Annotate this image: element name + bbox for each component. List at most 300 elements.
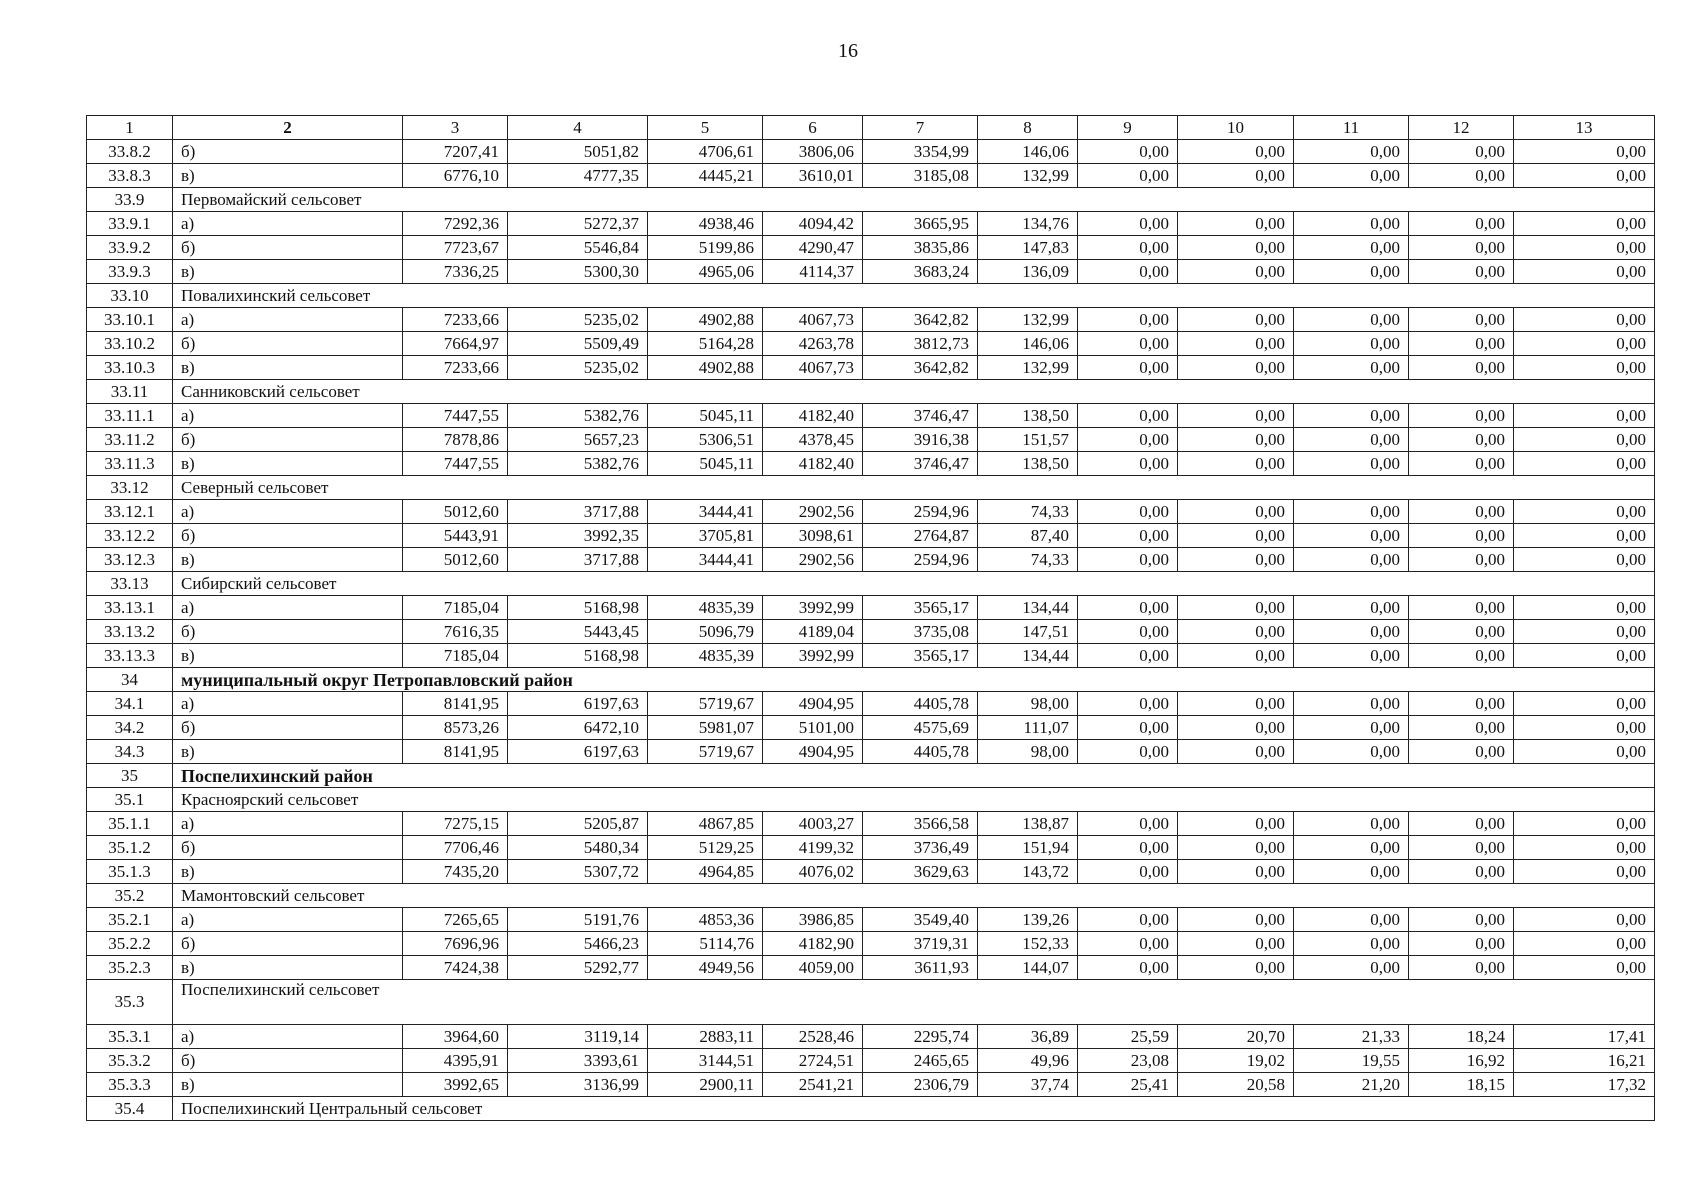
table-body: [87, 140, 1655, 1121]
value-cell-col3: 7336,25: [403, 260, 508, 284]
value-cell-col6: 2902,56: [763, 548, 863, 572]
value-cell-col6: 4904,95: [763, 740, 863, 764]
value-cell-col8: 147,51: [978, 620, 1078, 644]
value-cell-col6: 4114,37: [763, 260, 863, 284]
value-cell-col5: 5199,86: [648, 236, 763, 260]
value-cell-col13: 0,00: [1514, 140, 1655, 164]
table-row: [87, 500, 1655, 524]
row-label: а): [173, 596, 403, 620]
value-cell-col8: 132,99: [978, 356, 1078, 380]
row-code: 33.10.3: [87, 356, 173, 380]
value-cell-col4: 4777,35: [508, 164, 648, 188]
value-cell-col7: 3812,73: [863, 332, 978, 356]
row-code: 33.11.2: [87, 428, 173, 452]
value-cell-col11: 0,00: [1294, 452, 1409, 476]
value-cell-col7: 2295,74: [863, 1025, 978, 1049]
value-cell-col7: 4575,69: [863, 716, 978, 740]
table-row: [87, 836, 1655, 860]
value-cell-col11: 0,00: [1294, 956, 1409, 980]
value-cell-col9: 0,00: [1078, 956, 1178, 980]
value-cell-col6: 4003,27: [763, 812, 863, 836]
value-cell-col5: 4902,88: [648, 308, 763, 332]
column-header-6: 6: [763, 116, 863, 140]
section-title: Первомайский сельсовет: [173, 188, 1655, 212]
value-cell-col13: 0,00: [1514, 620, 1655, 644]
value-cell-col6: 3806,06: [763, 140, 863, 164]
value-cell-col8: 136,09: [978, 260, 1078, 284]
value-cell-col3: 7447,55: [403, 404, 508, 428]
row-code: 35.3: [87, 980, 173, 1025]
value-cell-col12: 0,00: [1409, 212, 1514, 236]
row-label: в): [173, 740, 403, 764]
row-label: а): [173, 1025, 403, 1049]
table-row: [87, 1073, 1655, 1097]
value-cell-col8: 138,50: [978, 404, 1078, 428]
value-cell-col3: 7292,36: [403, 212, 508, 236]
value-cell-col13: 17,32: [1514, 1073, 1655, 1097]
value-cell-col4: 5307,72: [508, 860, 648, 884]
row-label: б): [173, 428, 403, 452]
value-cell-col8: 146,06: [978, 140, 1078, 164]
table-row: [87, 812, 1655, 836]
value-cell-col5: 5306,51: [648, 428, 763, 452]
value-cell-col13: 0,00: [1514, 428, 1655, 452]
value-cell-col3: 7207,41: [403, 140, 508, 164]
value-cell-col8: 134,44: [978, 596, 1078, 620]
value-cell-col4: 3119,14: [508, 1025, 648, 1049]
value-cell-col10: 0,00: [1178, 860, 1294, 884]
value-cell-col8: 134,76: [978, 212, 1078, 236]
value-cell-col4: 3992,35: [508, 524, 648, 548]
value-cell-col5: 5045,11: [648, 404, 763, 428]
section-row: [87, 884, 1655, 908]
row-code: 33.8.2: [87, 140, 173, 164]
value-cell-col13: 0,00: [1514, 212, 1655, 236]
row-label: а): [173, 812, 403, 836]
row-label: а): [173, 404, 403, 428]
row-label: а): [173, 308, 403, 332]
value-cell-col12: 16,92: [1409, 1049, 1514, 1073]
value-cell-col5: 4902,88: [648, 356, 763, 380]
value-cell-col3: 7185,04: [403, 644, 508, 668]
value-cell-col7: 2465,65: [863, 1049, 978, 1073]
value-cell-col10: 0,00: [1178, 428, 1294, 452]
value-cell-col11: 0,00: [1294, 740, 1409, 764]
value-cell-col6: 4378,45: [763, 428, 863, 452]
value-cell-col6: 3992,99: [763, 644, 863, 668]
section-title: Мамонтовский сельсовет: [173, 884, 1655, 908]
value-cell-col13: 0,00: [1514, 500, 1655, 524]
value-cell-col12: 0,00: [1409, 644, 1514, 668]
column-header-10: 10: [1178, 116, 1294, 140]
value-cell-col12: 18,24: [1409, 1025, 1514, 1049]
value-cell-col8: 151,94: [978, 836, 1078, 860]
value-cell-col7: 3719,31: [863, 932, 978, 956]
value-cell-col9: 0,00: [1078, 428, 1178, 452]
value-cell-col12: 0,00: [1409, 236, 1514, 260]
table-row: [87, 908, 1655, 932]
value-cell-col4: 6472,10: [508, 716, 648, 740]
row-label: б): [173, 932, 403, 956]
column-header-1: 1: [87, 116, 173, 140]
value-cell-col5: 5114,76: [648, 932, 763, 956]
row-code: 34.1: [87, 692, 173, 716]
row-label: б): [173, 836, 403, 860]
value-cell-col10: 0,00: [1178, 524, 1294, 548]
value-cell-col6: 5101,00: [763, 716, 863, 740]
value-cell-col13: 0,00: [1514, 716, 1655, 740]
value-cell-col5: 4964,85: [648, 860, 763, 884]
row-label: в): [173, 548, 403, 572]
value-cell-col4: 5051,82: [508, 140, 648, 164]
value-cell-col13: 0,00: [1514, 740, 1655, 764]
value-cell-col3: 5012,60: [403, 548, 508, 572]
row-code: 33.13.2: [87, 620, 173, 644]
table-row: [87, 356, 1655, 380]
value-cell-col9: 0,00: [1078, 860, 1178, 884]
table-row: [87, 596, 1655, 620]
row-code: 35.1.3: [87, 860, 173, 884]
value-cell-col12: 0,00: [1409, 260, 1514, 284]
value-cell-col13: 0,00: [1514, 836, 1655, 860]
value-cell-col10: 0,00: [1178, 236, 1294, 260]
row-label: в): [173, 644, 403, 668]
value-cell-col8: 144,07: [978, 956, 1078, 980]
row-code: 33.11.3: [87, 452, 173, 476]
value-cell-col10: 20,58: [1178, 1073, 1294, 1097]
row-label: а): [173, 500, 403, 524]
row-label: б): [173, 140, 403, 164]
value-cell-col5: 5719,67: [648, 692, 763, 716]
column-header-8: 8: [978, 116, 1078, 140]
value-cell-col4: 3136,99: [508, 1073, 648, 1097]
value-cell-col9: 25,59: [1078, 1025, 1178, 1049]
column-header-5: 5: [648, 116, 763, 140]
value-cell-col6: 4182,40: [763, 452, 863, 476]
value-cell-col7: 3746,47: [863, 404, 978, 428]
value-cell-col13: 17,41: [1514, 1025, 1655, 1049]
value-cell-col13: 0,00: [1514, 236, 1655, 260]
value-cell-col13: 0,00: [1514, 164, 1655, 188]
table-row: [87, 236, 1655, 260]
value-cell-col9: 0,00: [1078, 164, 1178, 188]
row-code: 33.13.3: [87, 644, 173, 668]
row-code: 33.12.2: [87, 524, 173, 548]
row-label: а): [173, 908, 403, 932]
row-code: 33.11: [87, 380, 173, 404]
value-cell-col9: 0,00: [1078, 932, 1178, 956]
value-cell-col10: 0,00: [1178, 836, 1294, 860]
value-cell-col6: 4182,40: [763, 404, 863, 428]
value-cell-col5: 4853,36: [648, 908, 763, 932]
value-cell-col8: 74,33: [978, 500, 1078, 524]
row-code: 33.11.1: [87, 404, 173, 428]
value-cell-col12: 0,00: [1409, 164, 1514, 188]
table-row: [87, 260, 1655, 284]
value-cell-col12: 0,00: [1409, 956, 1514, 980]
value-cell-col12: 0,00: [1409, 500, 1514, 524]
value-cell-col10: 0,00: [1178, 812, 1294, 836]
row-label: б): [173, 716, 403, 740]
value-cell-col6: 4076,02: [763, 860, 863, 884]
table-row: [87, 164, 1655, 188]
row-code: 33.9.1: [87, 212, 173, 236]
value-cell-col5: 2900,11: [648, 1073, 763, 1097]
value-cell-col9: 0,00: [1078, 692, 1178, 716]
value-cell-col5: 4938,46: [648, 212, 763, 236]
value-cell-col3: 7723,67: [403, 236, 508, 260]
value-cell-col8: 143,72: [978, 860, 1078, 884]
value-cell-col6: 3610,01: [763, 164, 863, 188]
tariff-table: [86, 115, 1655, 1121]
row-code: 33.8.3: [87, 164, 173, 188]
value-cell-col7: 3835,86: [863, 236, 978, 260]
value-cell-col10: 0,00: [1178, 308, 1294, 332]
value-cell-col13: 0,00: [1514, 524, 1655, 548]
value-cell-col5: 5981,07: [648, 716, 763, 740]
value-cell-col11: 0,00: [1294, 836, 1409, 860]
section-title: Повалихинский сельсовет: [173, 284, 1655, 308]
value-cell-col9: 0,00: [1078, 908, 1178, 932]
value-cell-col3: 6776,10: [403, 164, 508, 188]
value-cell-col9: 0,00: [1078, 500, 1178, 524]
value-cell-col3: 7265,65: [403, 908, 508, 932]
value-cell-col10: 0,00: [1178, 404, 1294, 428]
value-cell-col11: 0,00: [1294, 332, 1409, 356]
value-cell-col3: 3964,60: [403, 1025, 508, 1049]
value-cell-col6: 3098,61: [763, 524, 863, 548]
row-code: 33.9: [87, 188, 173, 212]
value-cell-col9: 0,00: [1078, 236, 1178, 260]
value-cell-col3: 7706,46: [403, 836, 508, 860]
value-cell-col11: 0,00: [1294, 140, 1409, 164]
value-cell-col10: 0,00: [1178, 332, 1294, 356]
value-cell-col12: 0,00: [1409, 860, 1514, 884]
value-cell-col4: 6197,63: [508, 692, 648, 716]
value-cell-col4: 5205,87: [508, 812, 648, 836]
row-code: 33.12: [87, 476, 173, 500]
value-cell-col8: 138,87: [978, 812, 1078, 836]
value-cell-col4: 5235,02: [508, 308, 648, 332]
value-cell-col4: 5168,98: [508, 596, 648, 620]
row-code: 35.2.1: [87, 908, 173, 932]
value-cell-col6: 2528,46: [763, 1025, 863, 1049]
value-cell-col4: 5382,76: [508, 404, 648, 428]
value-cell-col12: 0,00: [1409, 524, 1514, 548]
value-cell-col7: 3566,58: [863, 812, 978, 836]
column-header-2: 2: [173, 116, 403, 140]
row-label: в): [173, 1073, 403, 1097]
value-cell-col11: 21,20: [1294, 1073, 1409, 1097]
value-cell-col9: 0,00: [1078, 404, 1178, 428]
value-cell-col8: 36,89: [978, 1025, 1078, 1049]
section-title: Красноярский сельсовет: [173, 788, 1655, 812]
value-cell-col7: 3354,99: [863, 140, 978, 164]
value-cell-col7: 4405,78: [863, 692, 978, 716]
table-row: [87, 452, 1655, 476]
value-cell-col11: 19,55: [1294, 1049, 1409, 1073]
value-cell-col3: 4395,91: [403, 1049, 508, 1073]
value-cell-col13: 0,00: [1514, 956, 1655, 980]
value-cell-col10: 0,00: [1178, 740, 1294, 764]
section-title: муниципальный округ Петропавловский район: [173, 668, 1655, 692]
section-row: [87, 980, 1655, 1025]
value-cell-col13: 16,21: [1514, 1049, 1655, 1073]
value-cell-col12: 0,00: [1409, 716, 1514, 740]
value-cell-col4: 5657,23: [508, 428, 648, 452]
row-code: 35.3.1: [87, 1025, 173, 1049]
value-cell-col6: 3986,85: [763, 908, 863, 932]
row-label: б): [173, 1049, 403, 1073]
value-cell-col5: 2883,11: [648, 1025, 763, 1049]
value-cell-col12: 0,00: [1409, 620, 1514, 644]
table-row: [87, 1025, 1655, 1049]
value-cell-col11: 0,00: [1294, 404, 1409, 428]
row-code: 35.2: [87, 884, 173, 908]
value-cell-col13: 0,00: [1514, 260, 1655, 284]
value-cell-col4: 5292,77: [508, 956, 648, 980]
value-cell-col12: 0,00: [1409, 812, 1514, 836]
value-cell-col12: 0,00: [1409, 740, 1514, 764]
value-cell-col10: 0,00: [1178, 140, 1294, 164]
value-cell-col9: 0,00: [1078, 308, 1178, 332]
value-cell-col10: 0,00: [1178, 716, 1294, 740]
value-cell-col11: 0,00: [1294, 260, 1409, 284]
value-cell-col6: 4290,47: [763, 236, 863, 260]
value-cell-col5: 5096,79: [648, 620, 763, 644]
value-cell-col13: 0,00: [1514, 452, 1655, 476]
value-cell-col8: 49,96: [978, 1049, 1078, 1073]
section-title: Поспелихинский сельсовет: [173, 980, 1655, 1025]
value-cell-col3: 7696,96: [403, 932, 508, 956]
section-row: [87, 668, 1655, 692]
value-cell-col9: 0,00: [1078, 524, 1178, 548]
row-code: 33.10.2: [87, 332, 173, 356]
column-header-13: 13: [1514, 116, 1655, 140]
value-cell-col9: 0,00: [1078, 452, 1178, 476]
column-header-12: 12: [1409, 116, 1514, 140]
value-cell-col11: 0,00: [1294, 716, 1409, 740]
table-row: [87, 644, 1655, 668]
section-title: Сибирский сельсовет: [173, 572, 1655, 596]
value-cell-col9: 0,00: [1078, 836, 1178, 860]
row-label: в): [173, 860, 403, 884]
value-cell-col3: 5443,91: [403, 524, 508, 548]
column-header-7: 7: [863, 116, 978, 140]
value-cell-col3: 8573,26: [403, 716, 508, 740]
row-code: 35.1: [87, 788, 173, 812]
value-cell-col13: 0,00: [1514, 332, 1655, 356]
value-cell-col12: 0,00: [1409, 908, 1514, 932]
row-code: 35.2.2: [87, 932, 173, 956]
value-cell-col7: 3565,17: [863, 596, 978, 620]
column-header-11: 11: [1294, 116, 1409, 140]
value-cell-col6: 2541,21: [763, 1073, 863, 1097]
section-row: [87, 284, 1655, 308]
value-cell-col12: 0,00: [1409, 932, 1514, 956]
table-row: [87, 740, 1655, 764]
value-cell-col7: 2306,79: [863, 1073, 978, 1097]
value-cell-col11: 0,00: [1294, 164, 1409, 188]
row-code: 35.1.1: [87, 812, 173, 836]
value-cell-col11: 0,00: [1294, 908, 1409, 932]
value-cell-col9: 25,41: [1078, 1073, 1178, 1097]
value-cell-col13: 0,00: [1514, 932, 1655, 956]
value-cell-col7: 3665,95: [863, 212, 978, 236]
row-code: 34.3: [87, 740, 173, 764]
value-cell-col5: 4445,21: [648, 164, 763, 188]
value-cell-col9: 0,00: [1078, 596, 1178, 620]
section-row: [87, 188, 1655, 212]
page-number: 16: [838, 40, 858, 62]
row-label: в): [173, 260, 403, 284]
value-cell-col8: 147,83: [978, 236, 1078, 260]
value-cell-col13: 0,00: [1514, 404, 1655, 428]
table-row: [87, 308, 1655, 332]
value-cell-col9: 0,00: [1078, 716, 1178, 740]
value-cell-col12: 0,00: [1409, 836, 1514, 860]
value-cell-col9: 0,00: [1078, 548, 1178, 572]
value-cell-col10: 0,00: [1178, 644, 1294, 668]
value-cell-col3: 7275,15: [403, 812, 508, 836]
value-cell-col8: 151,57: [978, 428, 1078, 452]
value-cell-col13: 0,00: [1514, 860, 1655, 884]
row-code: 35.3.2: [87, 1049, 173, 1073]
value-cell-col5: 5129,25: [648, 836, 763, 860]
row-label: в): [173, 164, 403, 188]
table-row: [87, 212, 1655, 236]
value-cell-col4: 3717,88: [508, 548, 648, 572]
value-cell-col5: 3444,41: [648, 548, 763, 572]
value-cell-col5: 4949,56: [648, 956, 763, 980]
value-cell-col10: 0,00: [1178, 164, 1294, 188]
value-cell-col9: 0,00: [1078, 332, 1178, 356]
value-cell-col6: 2724,51: [763, 1049, 863, 1073]
table-row: [87, 1049, 1655, 1073]
row-code: 35: [87, 764, 173, 788]
table-row: [87, 692, 1655, 716]
section-row: [87, 572, 1655, 596]
column-header-9: 9: [1078, 116, 1178, 140]
value-cell-col12: 0,00: [1409, 140, 1514, 164]
value-cell-col3: 7233,66: [403, 356, 508, 380]
value-cell-col13: 0,00: [1514, 596, 1655, 620]
row-code: 35.1.2: [87, 836, 173, 860]
value-cell-col10: 0,00: [1178, 500, 1294, 524]
value-cell-col8: 138,50: [978, 452, 1078, 476]
value-cell-col7: 3642,82: [863, 308, 978, 332]
value-cell-col4: 6197,63: [508, 740, 648, 764]
value-cell-col10: 0,00: [1178, 692, 1294, 716]
value-cell-col6: 4904,95: [763, 692, 863, 716]
value-cell-col4: 5480,34: [508, 836, 648, 860]
value-cell-col11: 0,00: [1294, 644, 1409, 668]
section-title: Поспелихинский Центральный сельсовет: [173, 1097, 1655, 1121]
value-cell-col11: 0,00: [1294, 308, 1409, 332]
row-label: б): [173, 332, 403, 356]
row-code: 33.10.1: [87, 308, 173, 332]
table-row: [87, 860, 1655, 884]
value-cell-col7: 4405,78: [863, 740, 978, 764]
value-cell-col6: 4094,42: [763, 212, 863, 236]
value-cell-col7: 3629,63: [863, 860, 978, 884]
value-cell-col4: 5168,98: [508, 644, 648, 668]
row-code: 33.12.1: [87, 500, 173, 524]
section-row: [87, 1097, 1655, 1121]
value-cell-col9: 0,00: [1078, 740, 1178, 764]
value-cell-col3: 7878,86: [403, 428, 508, 452]
table-row: [87, 140, 1655, 164]
